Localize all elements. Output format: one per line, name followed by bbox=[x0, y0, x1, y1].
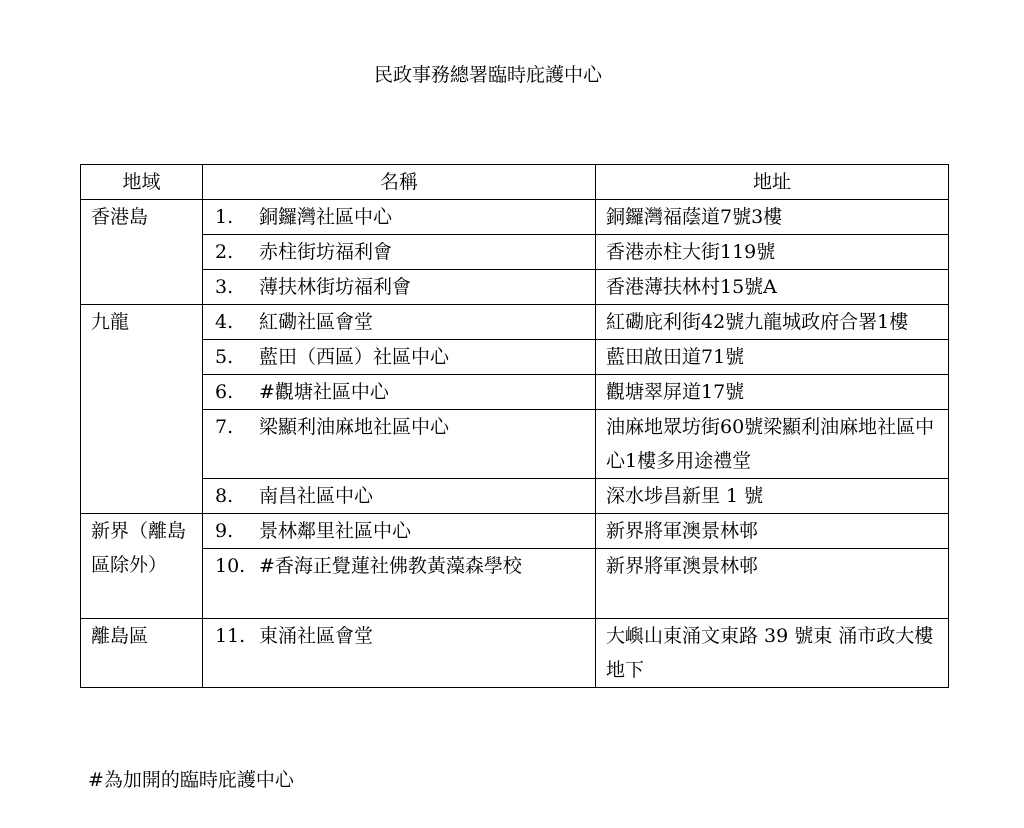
region-cell: 新界（離島區除外） bbox=[81, 514, 203, 619]
address-cell: 新界將軍澳景林邨 bbox=[596, 549, 949, 619]
name-cell bbox=[203, 270, 596, 305]
center-name: 東涌社區會堂 bbox=[259, 625, 374, 647]
row-number: 6. bbox=[215, 381, 234, 403]
table-row bbox=[81, 479, 949, 514]
shelter-table bbox=[80, 164, 949, 688]
center-name: 赤柱街坊福利會 bbox=[259, 241, 393, 263]
name-cell bbox=[203, 200, 596, 235]
table-row bbox=[81, 340, 949, 375]
name-cell bbox=[203, 549, 596, 619]
row-number: 7. bbox=[215, 416, 234, 438]
footnote: #為加開的臨時庇護中心 bbox=[88, 769, 294, 791]
center-name: 梁顯利油麻地社區中心 bbox=[259, 416, 450, 438]
center-name: 景林鄰里社區中心 bbox=[259, 520, 412, 542]
table-header-row bbox=[81, 165, 949, 200]
table-row bbox=[81, 200, 949, 235]
region-cell: 九龍 bbox=[81, 305, 203, 514]
header-address: 地址 bbox=[596, 165, 949, 200]
table-row bbox=[81, 305, 949, 340]
row-number: 3. bbox=[215, 276, 234, 298]
row-number: 9. bbox=[215, 520, 234, 542]
header-region: 地域 bbox=[81, 165, 203, 200]
row-number: 8. bbox=[215, 485, 234, 507]
name-cell bbox=[203, 375, 596, 410]
address-cell: 大嶼山東涌文東路 39 號東 涌市政大樓地下 bbox=[596, 619, 949, 688]
table-row bbox=[81, 619, 949, 688]
region-cell: 香港島 bbox=[81, 200, 203, 305]
center-name: 紅磡社區會堂 bbox=[259, 311, 374, 333]
address-cell: 香港赤柱大街119號 bbox=[596, 235, 949, 270]
name-cell bbox=[203, 340, 596, 375]
row-number: 10. bbox=[215, 555, 246, 577]
name-cell bbox=[203, 305, 596, 340]
table-row bbox=[81, 514, 949, 549]
address-cell: 紅磡庇利街42號九龍城政府合署1樓 bbox=[596, 305, 949, 340]
address-cell: 藍田啟田道71號 bbox=[596, 340, 949, 375]
name-cell bbox=[203, 410, 596, 479]
address-cell: 觀塘翠屏道17號 bbox=[596, 375, 949, 410]
address-cell: 深水埗昌新里 1 號 bbox=[596, 479, 949, 514]
table-row bbox=[81, 375, 949, 410]
page-title: 民政事務總署臨時庇護中心 bbox=[373, 64, 602, 86]
name-cell bbox=[203, 619, 596, 688]
center-name: #香海正覺蓮社佛教黃藻森學校 bbox=[259, 555, 522, 577]
row-number: 5. bbox=[215, 346, 234, 368]
row-number: 11. bbox=[215, 625, 246, 647]
address-cell: 銅鑼灣福蔭道7號3樓 bbox=[596, 200, 949, 235]
table-row bbox=[81, 549, 949, 619]
row-number: 2. bbox=[215, 241, 234, 263]
table-row bbox=[81, 410, 949, 479]
table-row bbox=[81, 235, 949, 270]
address-cell: 新界將軍澳景林邨 bbox=[596, 514, 949, 549]
row-number: 4. bbox=[215, 311, 234, 333]
address-cell: 油麻地眾坊街60號梁顯利油麻地社區中心1樓多用途禮堂 bbox=[596, 410, 949, 479]
center-name: 薄扶林街坊福利會 bbox=[259, 276, 412, 298]
name-cell bbox=[203, 514, 596, 549]
name-cell bbox=[203, 479, 596, 514]
header-name: 名稱 bbox=[203, 165, 596, 200]
region-cell: 離島區 bbox=[81, 619, 203, 688]
center-name: 銅鑼灣社區中心 bbox=[259, 206, 393, 228]
center-name: #觀塘社區中心 bbox=[259, 381, 389, 403]
row-number: 1. bbox=[215, 206, 234, 228]
table-row bbox=[81, 270, 949, 305]
name-cell bbox=[203, 235, 596, 270]
center-name: 藍田（西區）社區中心 bbox=[259, 346, 450, 368]
address-cell: 香港薄扶林村15號A bbox=[596, 270, 949, 305]
center-name: 南昌社區中心 bbox=[259, 485, 374, 507]
